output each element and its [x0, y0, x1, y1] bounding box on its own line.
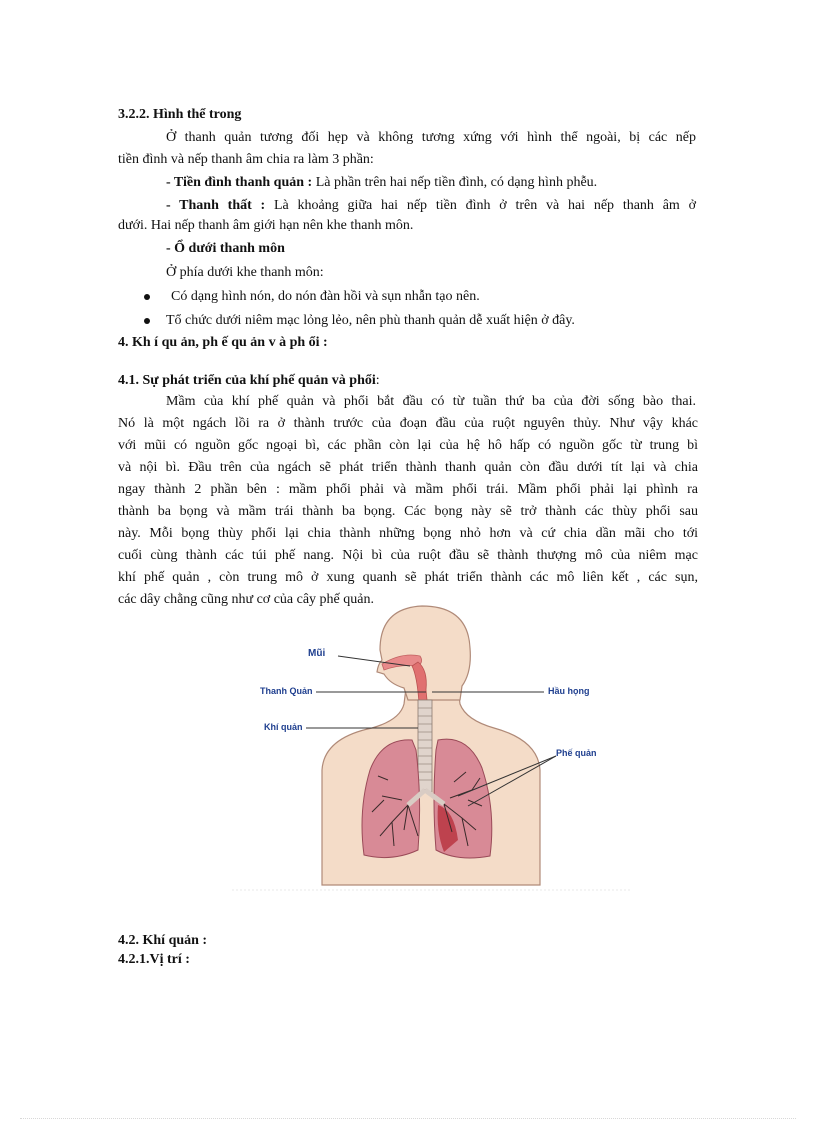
- paragraph-line: khí phế quản , còn trung mô ở xung quanh sẽ phát triển thành các mô liên kết , các sụn,: [118, 570, 698, 585]
- heading-suffix: :: [375, 373, 380, 388]
- bullet-item: Có dạng hình nón, do nón đàn hồi và sụn nhẫn tạo nên.: [171, 289, 480, 304]
- paragraph-line: dưới. Hai nếp thanh âm giới hạn nên khe thanh môn.: [118, 218, 414, 233]
- bullet-icon: [144, 294, 150, 300]
- page-bottom-border: [20, 1118, 796, 1119]
- heading-text: 4.1. Sự phát triển của khí phế quản và phổi: [118, 373, 376, 388]
- list-item-o-duoi: - Ổ dưới thanh môn: [166, 241, 285, 256]
- paragraph-line: thành ba bọng và mầm trái thành ba bọng. Các bọng này sẽ trở thành các thùy phổi sau: [118, 504, 698, 519]
- paragraph-line: cuối cùng thành các túi phế nang. Nội bì của ruột đầu sẽ thành thượng mô của niêm mạc: [118, 548, 698, 563]
- bullet-item: Tổ chức dưới niêm mạc lỏng lẻo, nên phù thanh quản dễ xuất hiện ở đây.: [166, 313, 575, 328]
- term-text: Là phần trên hai nếp tiền đình, có dạng hình phễu.: [312, 175, 598, 190]
- paragraph-line: và nội bì. Đầu trên của ngách sẽ phát triển thành thanh quản còn đầu dưới tít lại và chia: [118, 460, 698, 475]
- label-phe-quan: Phế quản: [556, 748, 597, 758]
- label-thanh-quan: Thanh Quản: [260, 686, 313, 696]
- paragraph-line: với mũi có nguồn gốc ngoại bì, các phần còn lại của hệ hô hấp có nguồn gốc từ trung bì: [118, 438, 698, 453]
- term-label: - Thanh thất :: [166, 198, 266, 213]
- paragraph-line: Ở thanh quản tương đối hẹp và không tương xứng với hình thể ngoài, bị các nếp: [166, 130, 696, 145]
- paragraph-line: này. Mỗi bọng thùy phổi lại chia thành những bọng nhỏ hơn và cứ chia dần mãi cho tới: [118, 526, 698, 541]
- label-khi-quan: Khí quản: [264, 722, 303, 732]
- list-item-thanh-that: [166, 197, 696, 215]
- section-heading-4-2-1: 4.2.1.Vị trí :: [118, 952, 190, 967]
- label-hau-hong: Hầu họng: [548, 686, 590, 696]
- section-heading-4: 4. Kh í qu ản, ph ế qu ản v à ph ổi :: [118, 335, 328, 350]
- bullet-icon: [144, 318, 150, 324]
- section-heading-4-2: 4.2. Khí quản :: [118, 933, 208, 948]
- paragraph-line: Nó là một ngách lồi ra ở thành trước của đoạn đầu của ruột nguyên thủy. Như vậy khác: [118, 416, 698, 431]
- list-item-tien-dinh: [166, 174, 746, 192]
- term-text: Là khoảng giữa hai nếp tiền đình ở trên và hai nếp thanh âm ở: [265, 198, 696, 213]
- trachea: [418, 700, 432, 792]
- paragraph-line: tiền đình và nếp thanh âm chia ra làm 3 phần:: [118, 152, 374, 167]
- respiratory-system-figure: [232, 600, 632, 895]
- sub-text: Ở phía dưới khe thanh môn:: [166, 265, 324, 280]
- term-label: - Tiền đình thanh quản :: [166, 175, 313, 190]
- paragraph-line: ngay thành 2 phần bên : mầm phổi phải và mầm phổi trái. Mầm phổi phải lại phình ra: [118, 482, 698, 497]
- paragraph-line: các dây chằng cũng như cơ của cây phế quản.: [118, 592, 374, 607]
- label-mui: Mũi: [308, 648, 326, 659]
- section-heading-3-2-2: 3.2.2. Hình thể trong: [118, 107, 242, 122]
- section-heading-4-1: [118, 372, 698, 390]
- paragraph-line: Mầm của khí phế quản và phổi bắt đầu có từ tuần thứ ba của đời sống bào thai.: [166, 394, 696, 409]
